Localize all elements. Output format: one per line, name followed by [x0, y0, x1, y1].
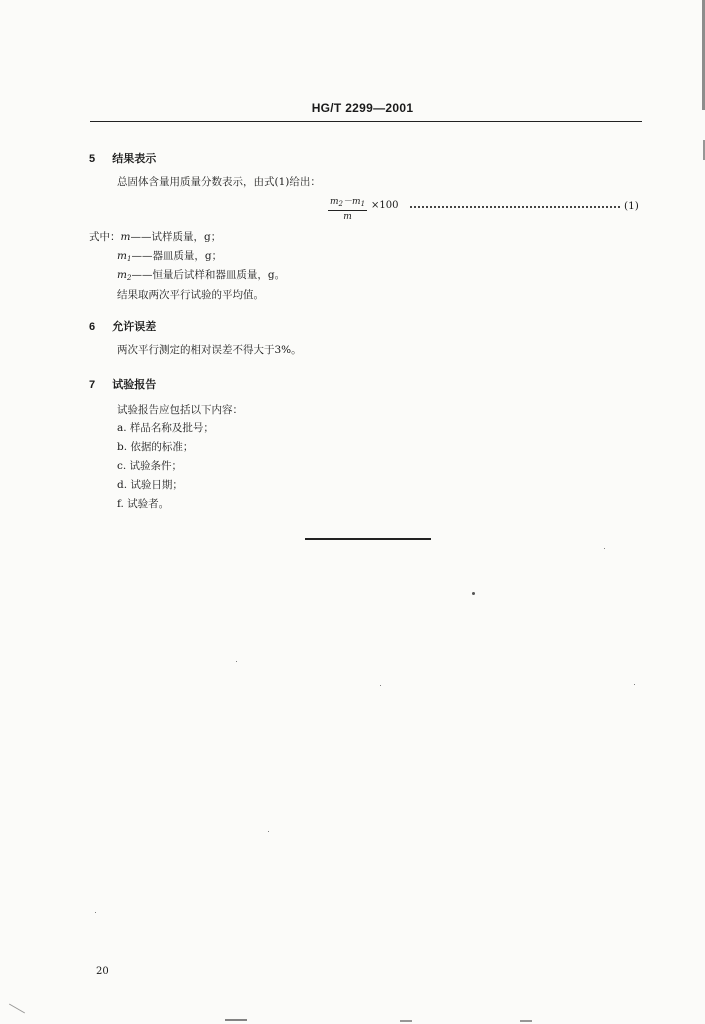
- scan-edge-mark: [225, 1019, 247, 1021]
- scan-speck: [472, 592, 475, 595]
- leader-dots: [410, 206, 620, 208]
- def-m2: $m_2——$恒量后试样和器皿质量，g。: [117, 269, 286, 282]
- equation-number: (1): [624, 200, 639, 212]
- scan-speck: [268, 831, 269, 832]
- s7-intro: 试验报告应包括以下内容：: [117, 404, 243, 416]
- s6-text: 两次平行测定的相对误差不得大于3%。: [117, 344, 302, 356]
- list-item: b. 依据的标准；: [117, 441, 194, 453]
- section-title: 试验报告: [112, 378, 157, 391]
- list-item: d. 试验日期；: [117, 479, 183, 491]
- scan-speck: [634, 684, 635, 685]
- s5-result: 结果取两次平行试验的平均值。: [117, 289, 264, 301]
- formula-multiplier: ×100: [371, 200, 399, 211]
- section-number: 5: [89, 153, 96, 165]
- formula-denominator: m: [343, 212, 352, 222]
- section-6-heading: [89, 315, 156, 334]
- scan-speck: [95, 912, 96, 913]
- scan-edge-mark: [400, 1020, 412, 1022]
- standard-header: HG/T 2299—2001: [311, 101, 414, 115]
- scan-speck: [380, 685, 381, 686]
- section-number: 7: [89, 379, 96, 391]
- header-rule: [90, 121, 642, 122]
- section-title: 允许误差: [112, 320, 157, 333]
- page-number: 20: [96, 966, 109, 977]
- s5-intro: 总固体含量用质量分数表示，由式(1)给出：: [117, 176, 321, 188]
- scan-edge-mark: [9, 1004, 25, 1014]
- section-7-heading: [89, 373, 156, 392]
- section-title: 结果表示: [112, 152, 157, 165]
- where-line: 式中：m——试样质量，g；: [89, 231, 222, 243]
- section-5-heading: [89, 147, 156, 166]
- list-item: f. 试验者。: [117, 498, 170, 510]
- scan-edge-mark: [520, 1020, 532, 1022]
- list-item: a. 样品名称及批号；: [117, 422, 214, 434]
- def-m1: $m_1——$器皿质量，g；: [117, 250, 223, 263]
- formula-fraction: [328, 196, 367, 223]
- end-rule: [305, 538, 431, 540]
- formula-numerator: $m_2-m_1$: [328, 196, 367, 211]
- list-item: c. 试验条件；: [117, 460, 183, 472]
- section-number: 6: [89, 321, 96, 333]
- scan-speck: [604, 548, 605, 549]
- scan-speck: [236, 661, 237, 662]
